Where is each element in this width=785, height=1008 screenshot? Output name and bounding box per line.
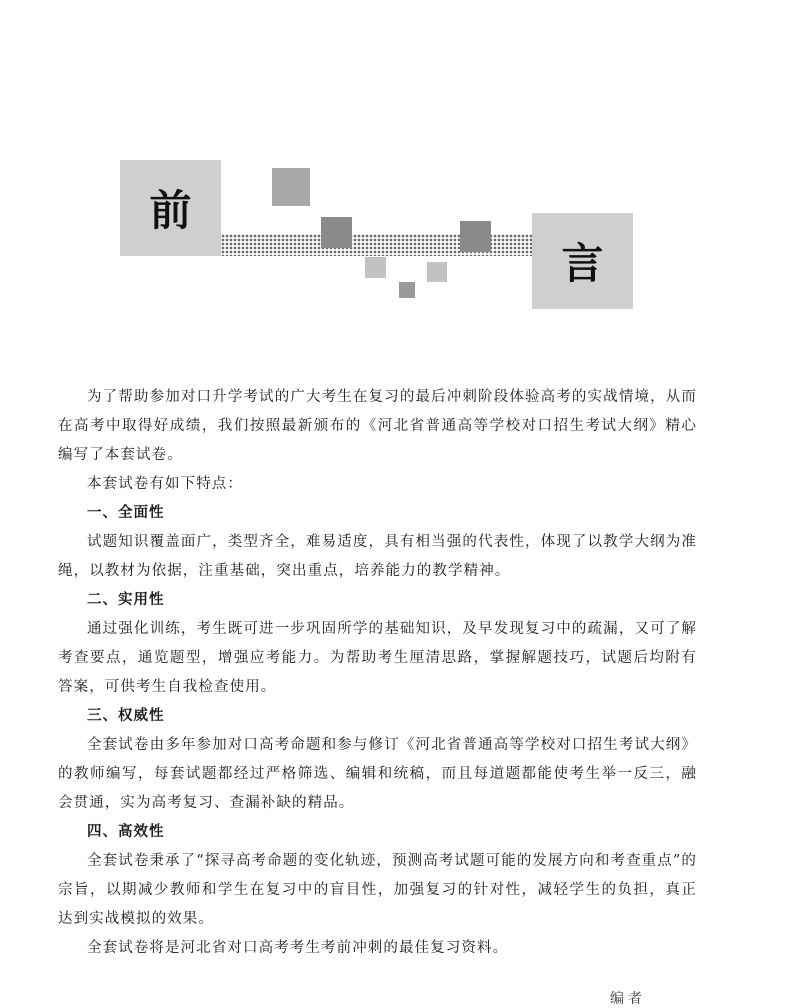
section-text: 全套试卷由多年参加对口高考命题和参与修订《河北省普通高等学校对口招生考试大纲》的教师编写，每套试题都经过严格筛选、编辑和统稿，而且每道题都能使考生举一反三，融会贯通，实为高考复习、查漏补缺的精品。 <box>58 737 697 811</box>
title-char-right: 言 <box>532 213 633 309</box>
preface-body <box>58 383 697 963</box>
intro-paragraph: 为了帮助参加对口升学考试的广大考生在复习的最后冲刺阶段体验高考的实战情境，从而在高考中取得好成绩，我们按照最新颁布的《河北省普通高等学校对口招生考试大纲》精心编写了本套试卷。 <box>58 389 697 463</box>
decor-square <box>460 221 491 252</box>
closing-paragraph: 全套试卷将是河北省对口高考考生考前冲刺的最佳复习资料。 <box>87 940 509 956</box>
decor-square <box>427 262 447 282</box>
decor-square <box>272 168 310 206</box>
section-text: 通过强化训练，考生既可进一步巩固所学的基础知识，及早发现复习中的疏漏，又可了解考查要点，通览题型，增强应考能力。为帮助考生厘清思路，掌握解题技巧，试题后均附有答案，可供考生自我检查使用。 <box>58 621 697 695</box>
signature: 编者 <box>610 991 646 1007</box>
section-text: 试题知识覆盖面广，类型齐全，难易适度，具有相当强的代表性，体现了以教学大纲为准绳，以教材为依据，注重基础，突出重点，培养能力的教学精神。 <box>58 534 697 579</box>
section-heading: 三、权威性 <box>87 708 165 724</box>
decor-square <box>399 282 415 298</box>
decor-square <box>321 217 352 248</box>
title-decoration <box>0 0 785 360</box>
title-char-left: 前 <box>120 160 221 256</box>
section-heading: 四、高效性 <box>87 824 165 840</box>
section-heading: 一、全面性 <box>87 505 165 521</box>
section-heading: 二、实用性 <box>87 592 165 608</box>
features-lead: 本套试卷有如下特点： <box>87 476 243 492</box>
section-text: 全套试卷秉承了“探寻高考命题的变化轨迹，预测高考试题可能的发展方向和考查重点”的宗旨，以期减少教师和学生在复习中的盲目性，加强复习的针对性，减轻学生的负担，真正达到实战模拟的效果。 <box>58 853 697 927</box>
decor-square <box>365 257 386 278</box>
